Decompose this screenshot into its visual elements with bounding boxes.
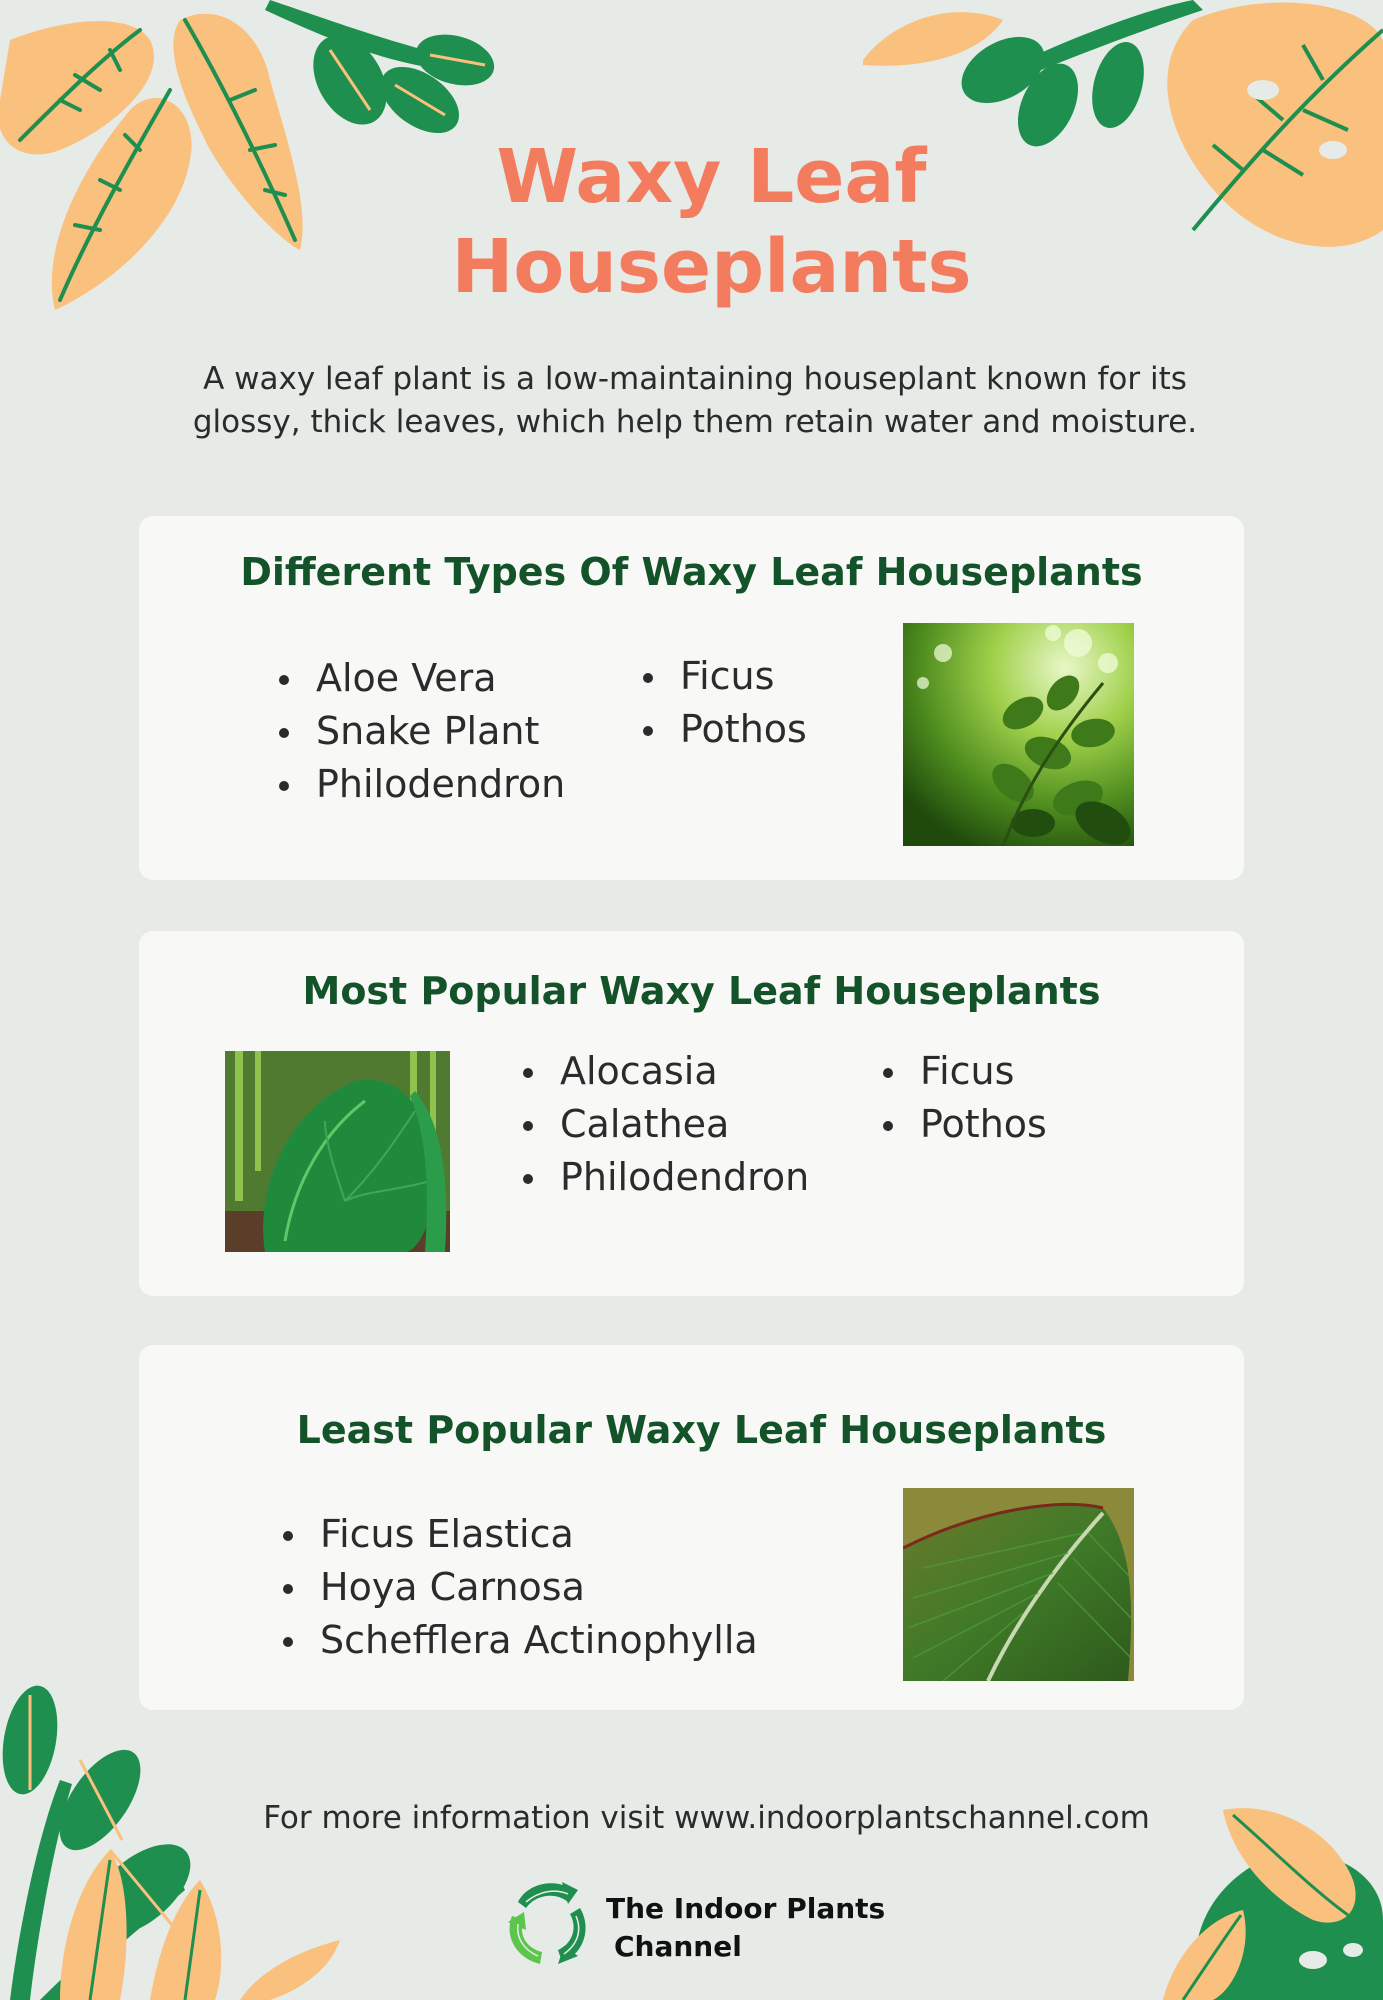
list-item: Pothos: [640, 703, 807, 756]
leaf-decoration-bottom-left-icon: [0, 1680, 360, 2000]
types-section-card: [139, 516, 1244, 880]
footer-info-text: For more information visit www.indoorplantschannel.com: [263, 1800, 1150, 1836]
list-item: Alocasia: [520, 1045, 809, 1098]
types-section-heading: Different Types Of Waxy Leaf Houseplants: [240, 550, 1143, 594]
list-item: Calathea: [520, 1098, 809, 1151]
list-item: Philodendron: [276, 758, 565, 811]
least-popular-list: [280, 1508, 758, 1667]
popular-section-heading: Most Popular Waxy Leaf Houseplants: [302, 969, 1101, 1013]
list-item: Schefflera Actinophylla: [280, 1614, 758, 1667]
least-popular-section-heading: Least Popular Waxy Leaf Houseplants: [296, 1408, 1107, 1452]
list-item: Philodendron: [520, 1151, 809, 1204]
types-list-column-2: [640, 650, 807, 756]
brand-name: [606, 1890, 885, 1966]
list-item: Ficus: [640, 650, 807, 703]
brand-name-line-2: Channel: [614, 1930, 742, 1963]
page-title-line-2: Houseplants: [451, 224, 972, 310]
sunlit-leaves-photo: [903, 623, 1134, 846]
list-item: Aloe Vera: [276, 652, 565, 705]
elephant-ear-leaf-photo: [225, 1051, 450, 1252]
list-item: Ficus: [880, 1045, 1047, 1098]
types-list-column-1: [276, 652, 565, 811]
page-title: [0, 132, 1383, 312]
list-item: Pothos: [880, 1098, 1047, 1151]
banana-leaf-photo: [903, 1488, 1134, 1681]
page-title-line-1: Waxy Leaf: [496, 134, 927, 220]
least-popular-section-card: [139, 1345, 1244, 1710]
list-item: Snake Plant: [276, 705, 565, 758]
brand-name-line-1: The Indoor Plants: [606, 1892, 886, 1925]
recycling-leaves-logo-icon: [498, 1872, 594, 1968]
brand-block: [498, 1870, 898, 1970]
popular-list-column-1: [520, 1045, 809, 1204]
intro-paragraph: A waxy leaf plant is a low-maintaining houseplant known for its glossy, thick leaves, which help them retain water and moisture.: [192, 361, 1198, 440]
list-item: Ficus Elastica: [280, 1508, 758, 1561]
popular-list-column-2: [880, 1045, 1047, 1151]
list-item: Hoya Carnosa: [280, 1561, 758, 1614]
popular-section-card: [139, 931, 1244, 1296]
